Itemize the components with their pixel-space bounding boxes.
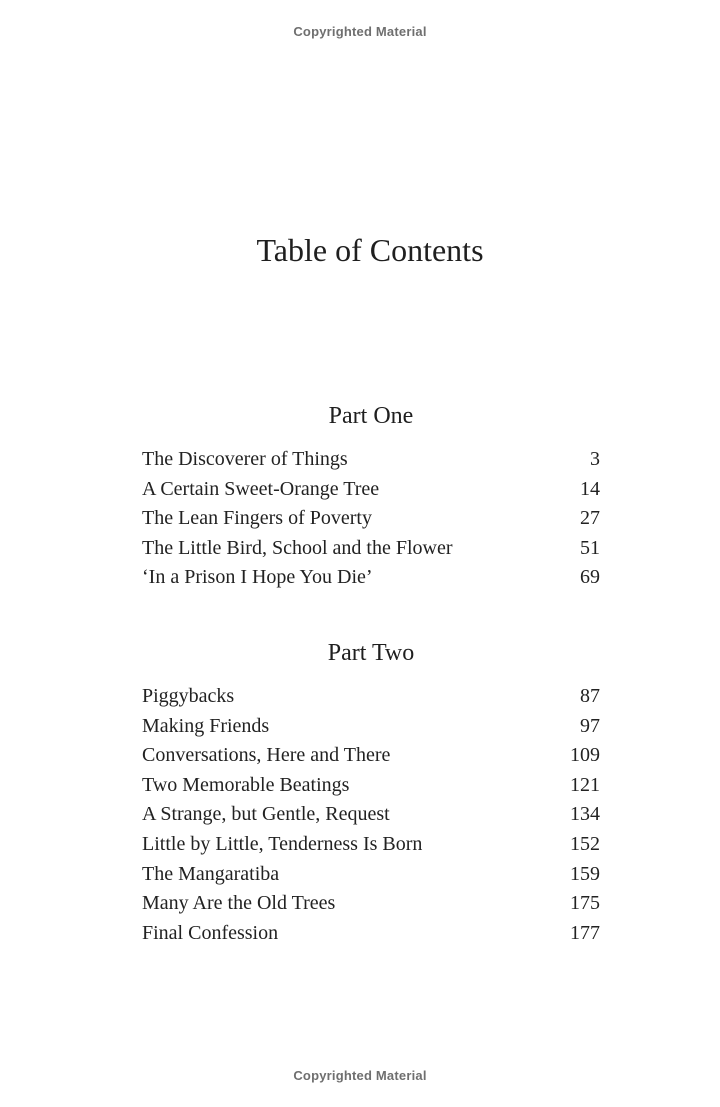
toc-entry-title: The Mangaratiba [142, 862, 280, 885]
toc-entry-page: 109 [570, 744, 600, 767]
toc-entry-title: The Discoverer of Things [142, 448, 348, 470]
toc-entry-page: 69 [580, 566, 600, 589]
toc-entry-page: 175 [570, 892, 600, 915]
toc-entry-page: 152 [570, 832, 600, 855]
toc-entry[interactable] [142, 922, 600, 952]
toc-entry-page: 3 [590, 448, 600, 470]
toc-entry-title: Many Are the Old Trees [142, 892, 336, 915]
toc-entry[interactable] [142, 892, 600, 922]
part-two-toc-list [142, 685, 600, 951]
toc-entry-title: Piggybacks [142, 685, 235, 707]
toc-entry-title: Conversations, Here and There [142, 744, 391, 767]
toc-entry[interactable] [142, 537, 600, 567]
toc-entry[interactable] [142, 774, 600, 804]
part-one-heading: Part One [328, 403, 414, 429]
toc-entry[interactable] [142, 478, 600, 508]
toc-entry-title: The Lean Fingers of Poverty [142, 507, 372, 530]
toc-entry[interactable] [142, 507, 600, 537]
toc-entry-page: 134 [570, 803, 600, 826]
toc-entry[interactable] [142, 685, 600, 715]
toc-entry[interactable] [142, 448, 600, 478]
toc-entry-title: Making Friends [142, 714, 270, 737]
toc-entry-page: 27 [580, 507, 600, 530]
toc-entry-title: Two Memorable Beatings [142, 773, 350, 796]
toc-entry[interactable] [142, 803, 600, 833]
toc-entry-page: 121 [570, 773, 600, 796]
toc-entry[interactable] [142, 566, 600, 596]
toc-entry[interactable] [142, 744, 600, 774]
toc-entry-title: A Strange, but Gentle, Request [142, 803, 390, 826]
toc-entry-page: 87 [580, 685, 600, 707]
toc-entry-title: Final Confession [142, 921, 279, 944]
copyright-watermark-bottom: Copyrighted Material [293, 1068, 427, 1083]
toc-entry[interactable] [142, 833, 600, 863]
toc-entry[interactable] [142, 863, 600, 893]
toc-entry-title: ‘In a Prison I Hope You Die’ [142, 566, 373, 589]
toc-entry-page: 177 [570, 921, 600, 944]
toc-entry-title: The Little Bird, School and the Flower [142, 536, 453, 559]
toc-entry-title: Little by Little, Tenderness Is Born [142, 832, 423, 855]
toc-entry-page: 14 [580, 477, 600, 500]
page-title: Table of Contents [256, 232, 484, 268]
part-two-heading: Part Two [327, 640, 415, 666]
toc-entry-page: 51 [580, 536, 600, 559]
toc-entry-page: 97 [580, 714, 600, 737]
toc-entry-title: A Certain Sweet-Orange Tree [142, 477, 380, 500]
part-one-toc-list [142, 448, 600, 596]
toc-entry[interactable] [142, 715, 600, 745]
copyright-watermark-top: Copyrighted Material [293, 24, 427, 39]
toc-entry-page: 159 [570, 862, 600, 885]
